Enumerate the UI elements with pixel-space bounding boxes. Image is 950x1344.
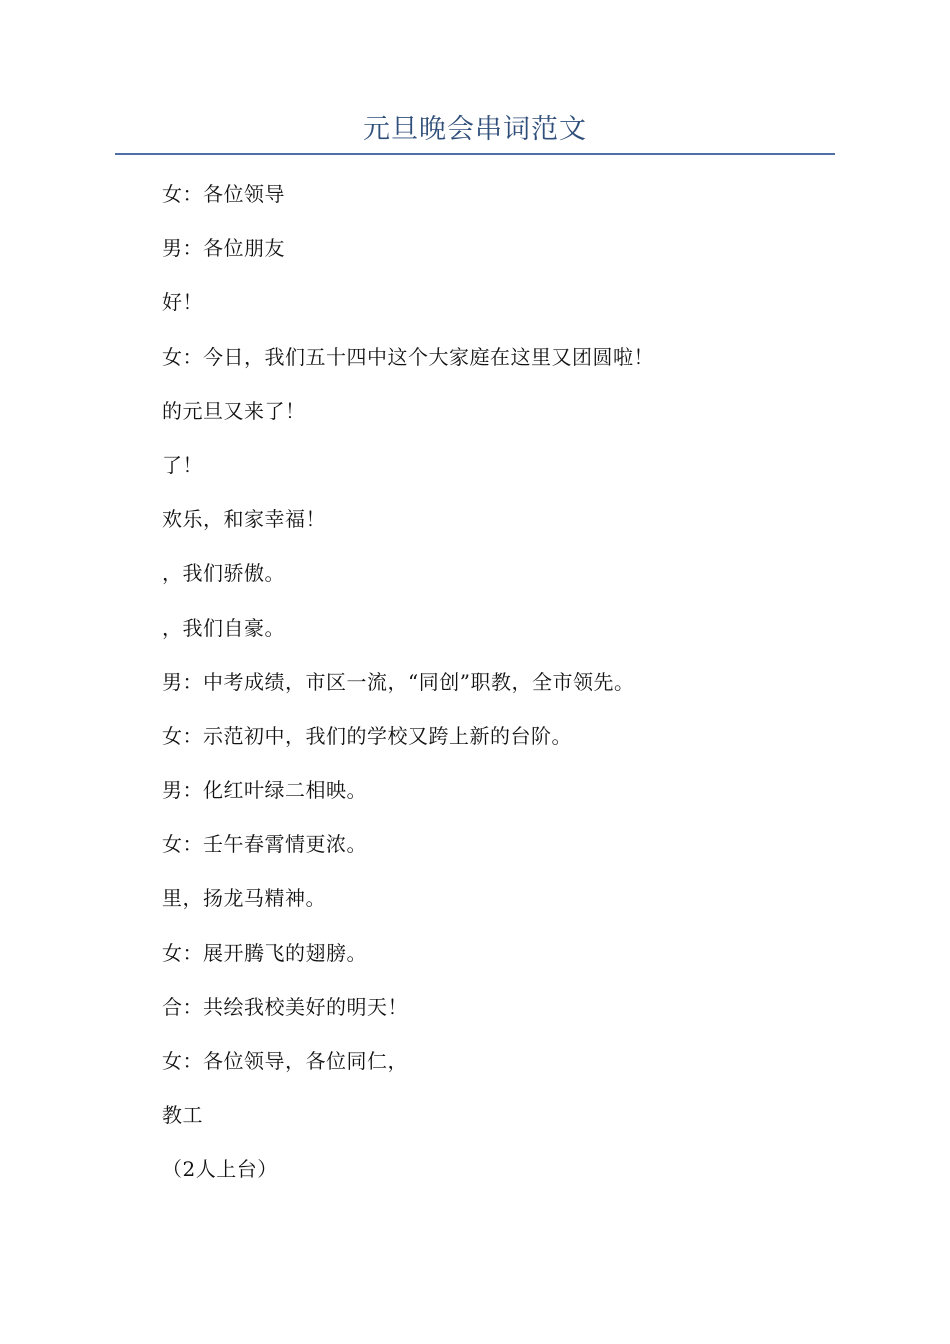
text-line: 男：各位朋友: [162, 236, 285, 261]
text-line: 女：壬午春霄情更浓。: [162, 832, 367, 857]
text-line: 男：中考成绩，市区一流，“同创”职教，全市领先。: [162, 669, 635, 694]
text-line: （2人上台）: [162, 1157, 278, 1182]
text-line: 男：化红叶绿二相映。: [162, 778, 367, 803]
document-title: 元旦晚会串词范文: [363, 114, 587, 145]
text-line: 欢乐，和家幸福！: [162, 507, 326, 532]
text-line: 好！: [162, 290, 203, 315]
text-line: 女：各位领导，各位同仁，: [162, 1049, 408, 1073]
text-line: 教工: [162, 1103, 203, 1128]
text-line: 了！: [162, 452, 203, 477]
text-line: 女：展开腾飞的翅膀。: [162, 940, 367, 965]
text-line: ，我们自豪。: [162, 615, 285, 640]
text-line: 里，扬龙马精神。: [162, 886, 326, 911]
title-underline: [115, 153, 835, 155]
document-body: [162, 176, 842, 1206]
text-line: 合：共绘我校美好的明天！: [162, 994, 408, 1019]
text-line: 女：示范初中，我们的学校又跨上新的台阶。: [162, 723, 572, 748]
text-line: 女：各位领导: [162, 182, 285, 206]
text-line: 的元旦又来了！: [162, 398, 306, 423]
text-line: 女：今日，我们五十四中这个大家庭在这里又团圆啦！: [162, 344, 654, 369]
text-line: ，我们骄傲。: [162, 561, 285, 586]
